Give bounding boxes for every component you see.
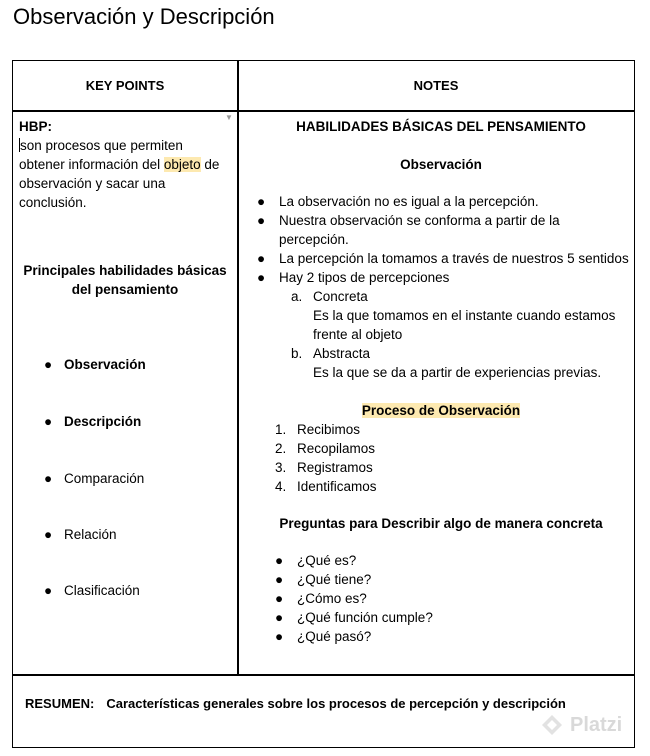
list-item: ● Clasificación (44, 583, 140, 598)
platzi-watermark: Platzi (540, 713, 622, 737)
notes-subheading: Observación (400, 157, 482, 172)
hbp-line-1: son procesos que permiten (20, 138, 183, 153)
skills-list (19, 355, 231, 600)
hbp-line-2: obtener información del objeto de (19, 157, 220, 172)
hbp-title: HBP: (19, 119, 52, 134)
summary-text: Características generales sobre los procesos de percepción y descripción (106, 696, 566, 711)
list-item: ● ¿Qué función cumple? (275, 610, 433, 625)
list-item: b. Abstracta Es la que se da a partir de experiencias previas. (291, 346, 602, 380)
list-item: 1. Recibimos (275, 422, 361, 437)
process-title: Proceso de Observación (361, 403, 521, 418)
list-item: ● Descripción (44, 414, 142, 429)
list-item: ● Hay 2 tipos de percepciones a. Concreta Es la que tomamos en el instante cuando estamos frente al objeto b. Abstracta Es la que se da a partir de experiencias previas. (245, 268, 637, 382)
summary-label: RESUMEN: (25, 696, 95, 711)
column-divider (237, 61, 239, 675)
list-item: ● Observación (44, 357, 146, 372)
notes-header: NOTES (413, 78, 459, 93)
notes-column[interactable] (245, 117, 637, 646)
hbp-line-4: conclusión. (19, 195, 87, 210)
hbp-line-3: observación y sacar una (19, 176, 166, 191)
summary-row[interactable] (25, 696, 566, 711)
key-points-header: KEY POINTS (85, 78, 165, 93)
key-points-column[interactable] (19, 117, 231, 600)
list-item: ● ¿Qué pasó? (275, 629, 372, 644)
list-item: ● ¿Qué es? (275, 553, 357, 568)
cell-menu-icon[interactable]: ▼ (225, 113, 233, 122)
list-item: 4. Identificamos (275, 479, 377, 494)
list-item: ● La observación no es igual a la percepción. (257, 194, 539, 209)
list-item: 3. Registramos (275, 460, 373, 475)
summary-divider (13, 674, 634, 676)
list-item: ● ¿Qué tiene? (275, 572, 372, 587)
page-title: Observación y Descripción (13, 4, 275, 29)
highlighted-word: objeto (163, 157, 201, 172)
list-item: ● Comparación (44, 471, 145, 486)
cornell-notes-table (12, 60, 635, 748)
header-divider (13, 110, 634, 112)
notes-heading: HABILIDADES BÁSICAS DEL PENSAMIENTO (296, 119, 586, 134)
list-item: 2. Recopilamos (275, 441, 376, 456)
list-item: ● La percepción la tomamos a través de nuestros 5 sentidos (257, 251, 629, 266)
list-item: a. Concreta Es la que tomamos en el instante cuando estamos frente al objeto (291, 289, 616, 342)
perception-types (245, 287, 637, 382)
platzi-logo-icon (540, 713, 564, 737)
questions-list (245, 551, 637, 646)
list-item: ● Relación (44, 527, 117, 542)
principales-title: Principales habilidades básicas del pensamiento (23, 263, 227, 297)
process-steps (245, 420, 637, 496)
questions-title: Preguntas para Describir algo de manera concreta (279, 516, 603, 531)
list-item: ● Nuestra observación se conforma a partir de la percepción. (257, 213, 560, 247)
list-item: ● ¿Cómo es? (275, 591, 367, 606)
observation-bullets (245, 192, 637, 382)
